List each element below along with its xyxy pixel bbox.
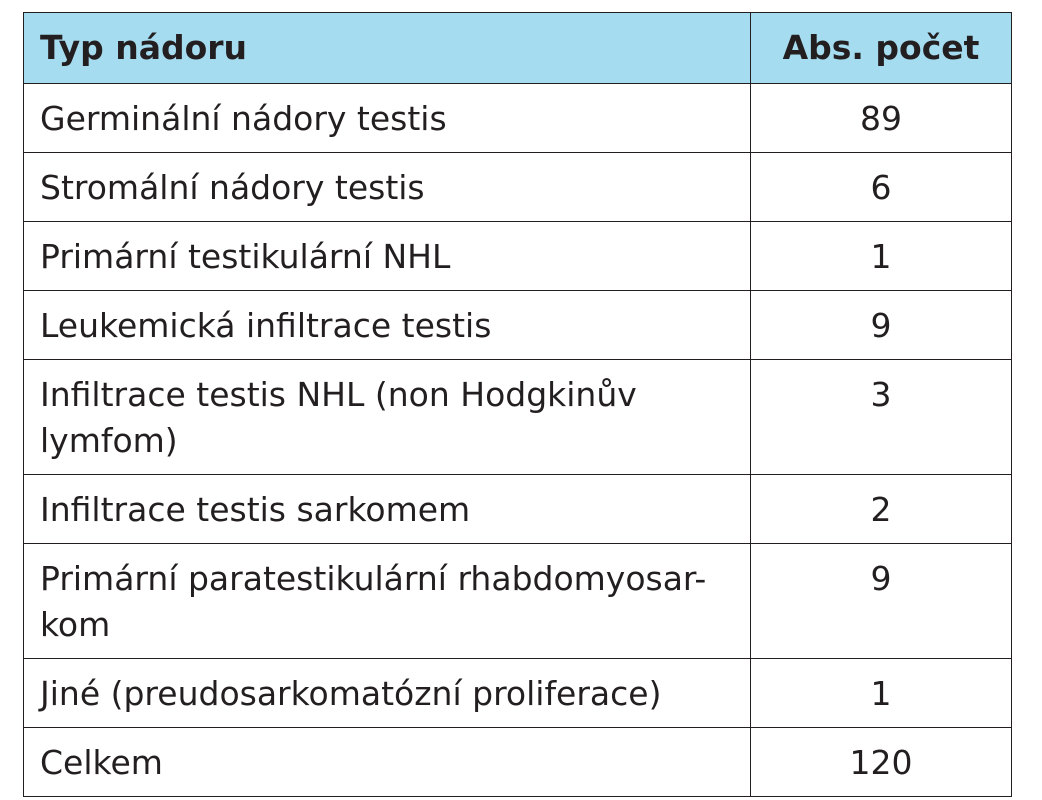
cell-total-count: 120 bbox=[751, 728, 1012, 797]
cell-total-label: Celkem bbox=[24, 728, 751, 797]
header-abs-count: Abs. počet bbox=[751, 13, 1012, 84]
table-body bbox=[24, 84, 1012, 797]
cell-tumor-type: Leukemická infiltrace testis bbox=[24, 291, 751, 360]
cell-count: 6 bbox=[751, 153, 1012, 222]
cell-count: 89 bbox=[751, 84, 1012, 153]
cell-tumor-type: Germinální nádory testis bbox=[24, 84, 751, 153]
table-row bbox=[24, 360, 1012, 475]
table-row bbox=[24, 84, 1012, 153]
cell-tumor-type: Stromální nádory testis bbox=[24, 153, 751, 222]
cell-tumor-type: Infiltrace testis NHL (non Hodgkinův lymfom) bbox=[24, 360, 751, 475]
tumor-type-table bbox=[23, 12, 1012, 797]
table-row bbox=[24, 222, 1012, 291]
cell-tumor-type: Primární paratestikulární rhabdomyosar-kom bbox=[24, 544, 751, 659]
header-tumor-type: Typ nádoru bbox=[24, 13, 751, 84]
table-row bbox=[24, 659, 1012, 728]
table-row bbox=[24, 475, 1012, 544]
cell-tumor-type: Jiné (preudosarkomatózní proliferace) bbox=[24, 659, 751, 728]
cell-count: 3 bbox=[751, 360, 1012, 475]
table-row bbox=[24, 544, 1012, 659]
tumor-type-table-container bbox=[23, 12, 1011, 797]
table-row bbox=[24, 291, 1012, 360]
cell-count: 2 bbox=[751, 475, 1012, 544]
table-header bbox=[24, 13, 1012, 84]
cell-tumor-type: Primární testikulární NHL bbox=[24, 222, 751, 291]
cell-count: 1 bbox=[751, 222, 1012, 291]
cell-count: 1 bbox=[751, 659, 1012, 728]
cell-count: 9 bbox=[751, 291, 1012, 360]
table-row-total bbox=[24, 728, 1012, 797]
table-row bbox=[24, 153, 1012, 222]
cell-count: 9 bbox=[751, 544, 1012, 659]
table-header-row bbox=[24, 13, 1012, 84]
cell-tumor-type: Infiltrace testis sarkomem bbox=[24, 475, 751, 544]
